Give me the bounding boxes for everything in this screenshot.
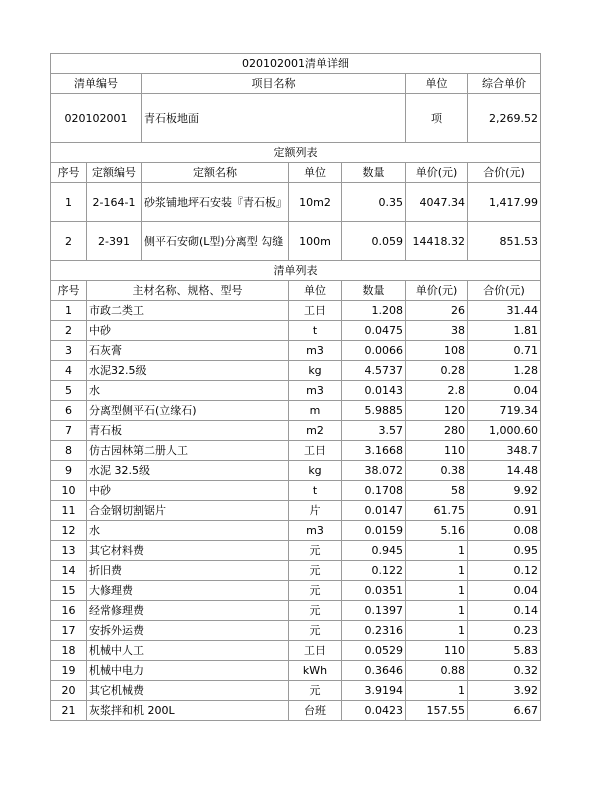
material-price: 0.88 — [406, 661, 468, 681]
material-total: 0.14 — [468, 601, 541, 621]
material-row — [51, 581, 541, 601]
material-seq: 12 — [51, 521, 87, 541]
material-unit: m3 — [289, 381, 342, 401]
material-seq: 8 — [51, 441, 87, 461]
material-total: 719.34 — [468, 401, 541, 421]
material-price: 1 — [406, 541, 468, 561]
material-row — [51, 661, 541, 681]
material-total: 0.08 — [468, 521, 541, 541]
quota-row — [51, 183, 541, 222]
material-qty: 0.2316 — [342, 621, 406, 641]
material-total: 0.04 — [468, 381, 541, 401]
material-price: 5.16 — [406, 521, 468, 541]
material-seq: 4 — [51, 361, 87, 381]
material-seq: 3 — [51, 341, 87, 361]
material-qty: 0.0143 — [342, 381, 406, 401]
quota-name: 侧平石安砌(L型)分离型 勾缝 — [142, 222, 289, 261]
material-price: 280 — [406, 421, 468, 441]
material-qty: 0.0351 — [342, 581, 406, 601]
material-total: 5.83 — [468, 641, 541, 661]
quota-qty: 0.059 — [342, 222, 406, 261]
material-row — [51, 441, 541, 461]
material-price: 110 — [406, 641, 468, 661]
material-name: 其它材料费 — [87, 541, 289, 561]
bill-unit-price-header: 综合单价 — [468, 74, 541, 94]
material-price: 1 — [406, 561, 468, 581]
material-row — [51, 401, 541, 421]
material-unit-header: 单位 — [289, 281, 342, 301]
material-row — [51, 321, 541, 341]
material-row — [51, 381, 541, 401]
quota-total-header: 合价(元) — [468, 163, 541, 183]
material-seq: 21 — [51, 701, 87, 721]
quota-unit: 100m — [289, 222, 342, 261]
material-name: 折旧费 — [87, 561, 289, 581]
quota-total: 851.53 — [468, 222, 541, 261]
material-name: 仿古园林第二册人工 — [87, 441, 289, 461]
material-row — [51, 541, 541, 561]
material-qty: 3.57 — [342, 421, 406, 441]
material-qty: 4.5737 — [342, 361, 406, 381]
material-name: 大修理费 — [87, 581, 289, 601]
material-total: 0.23 — [468, 621, 541, 641]
material-unit: 元 — [289, 621, 342, 641]
quota-code-header: 定额编号 — [87, 163, 142, 183]
material-row — [51, 601, 541, 621]
material-unit: kWh — [289, 661, 342, 681]
material-seq: 7 — [51, 421, 87, 441]
material-seq: 17 — [51, 621, 87, 641]
material-qty: 1.208 — [342, 301, 406, 321]
material-name: 水泥 32.5级 — [87, 461, 289, 481]
material-name: 合金钢切割锯片 — [87, 501, 289, 521]
material-row — [51, 641, 541, 661]
material-qty: 0.0159 — [342, 521, 406, 541]
material-name: 灰浆拌和机 200L — [87, 701, 289, 721]
material-seq: 18 — [51, 641, 87, 661]
material-row — [51, 701, 541, 721]
table-title: 020102001清单详细 — [51, 54, 541, 74]
material-qty: 0.945 — [342, 541, 406, 561]
material-total: 6.67 — [468, 701, 541, 721]
material-price: 58 — [406, 481, 468, 501]
material-price: 61.75 — [406, 501, 468, 521]
material-seq: 13 — [51, 541, 87, 561]
title-row — [51, 54, 541, 74]
quota-code: 2-391 — [87, 222, 142, 261]
material-total: 0.04 — [468, 581, 541, 601]
material-name: 水 — [87, 381, 289, 401]
material-price: 2.8 — [406, 381, 468, 401]
quota-seq: 2 — [51, 222, 87, 261]
material-qty: 0.3646 — [342, 661, 406, 681]
material-total: 14.48 — [468, 461, 541, 481]
material-seq: 19 — [51, 661, 87, 681]
material-qty: 3.1668 — [342, 441, 406, 461]
bill-name: 青石板地面 — [142, 94, 406, 143]
material-total: 348.7 — [468, 441, 541, 461]
material-name: 经常修理费 — [87, 601, 289, 621]
material-unit: 元 — [289, 601, 342, 621]
material-name: 市政二类工 — [87, 301, 289, 321]
bill-unit: 项 — [406, 94, 468, 143]
quota-header-row — [51, 163, 541, 183]
material-qty: 38.072 — [342, 461, 406, 481]
material-unit: 元 — [289, 581, 342, 601]
material-price: 1 — [406, 581, 468, 601]
material-seq: 1 — [51, 301, 87, 321]
material-seq: 10 — [51, 481, 87, 501]
material-qty: 0.1397 — [342, 601, 406, 621]
material-total: 1.81 — [468, 321, 541, 341]
material-qty: 0.0475 — [342, 321, 406, 341]
material-unit: m3 — [289, 521, 342, 541]
material-row — [51, 621, 541, 641]
material-price: 108 — [406, 341, 468, 361]
material-name: 机械中人工 — [87, 641, 289, 661]
quota-row — [51, 222, 541, 261]
material-name: 中砂 — [87, 481, 289, 501]
material-qty: 3.9194 — [342, 681, 406, 701]
material-unit: 工日 — [289, 641, 342, 661]
material-price-header: 单价(元) — [406, 281, 468, 301]
material-unit: 工日 — [289, 301, 342, 321]
material-qty: 0.0147 — [342, 501, 406, 521]
material-name: 中砂 — [87, 321, 289, 341]
material-seq: 20 — [51, 681, 87, 701]
bill-code: 020102001 — [51, 94, 142, 143]
material-unit: 元 — [289, 681, 342, 701]
material-total: 1,000.60 — [468, 421, 541, 441]
material-row — [51, 561, 541, 581]
material-qty-header: 数量 — [342, 281, 406, 301]
material-seq: 9 — [51, 461, 87, 481]
material-row — [51, 521, 541, 541]
material-row — [51, 461, 541, 481]
bill-code-header: 清单编号 — [51, 74, 142, 94]
quota-unit-header: 单位 — [289, 163, 342, 183]
material-seq: 11 — [51, 501, 87, 521]
material-total: 1.28 — [468, 361, 541, 381]
quota-section-title: 定额列表 — [51, 143, 541, 163]
material-qty: 0.0066 — [342, 341, 406, 361]
material-unit: 元 — [289, 541, 342, 561]
material-row — [51, 421, 541, 441]
material-seq: 6 — [51, 401, 87, 421]
material-unit: 元 — [289, 561, 342, 581]
bill-name-header: 项目名称 — [142, 74, 406, 94]
material-seq: 14 — [51, 561, 87, 581]
material-header-row — [51, 281, 541, 301]
quota-name: 砂浆铺地坪石安装『青石板』 — [142, 183, 289, 222]
material-name: 安拆外运费 — [87, 621, 289, 641]
quota-section-row — [51, 143, 541, 163]
material-price: 1 — [406, 601, 468, 621]
material-price: 0.28 — [406, 361, 468, 381]
material-unit: kg — [289, 461, 342, 481]
quota-price-header: 单价(元) — [406, 163, 468, 183]
material-price: 26 — [406, 301, 468, 321]
material-seq-header: 序号 — [51, 281, 87, 301]
material-total-header: 合价(元) — [468, 281, 541, 301]
quota-price: 4047.34 — [406, 183, 468, 222]
material-section-title: 清单列表 — [51, 261, 541, 281]
material-total: 9.92 — [468, 481, 541, 501]
material-total: 0.32 — [468, 661, 541, 681]
material-unit: m3 — [289, 341, 342, 361]
quota-qty-header: 数量 — [342, 163, 406, 183]
material-name: 石灰膏 — [87, 341, 289, 361]
bill-unit-price: 2,269.52 — [468, 94, 541, 143]
material-total: 31.44 — [468, 301, 541, 321]
material-seq: 5 — [51, 381, 87, 401]
material-row — [51, 301, 541, 321]
quota-seq: 1 — [51, 183, 87, 222]
material-unit: kg — [289, 361, 342, 381]
material-price: 120 — [406, 401, 468, 421]
bill-detail-table — [50, 53, 541, 721]
bill-row — [51, 94, 541, 143]
material-name: 分离型侧平石(立缘石) — [87, 401, 289, 421]
material-price: 0.38 — [406, 461, 468, 481]
quota-total: 1,417.99 — [468, 183, 541, 222]
material-price: 38 — [406, 321, 468, 341]
quota-code: 2-164-1 — [87, 183, 142, 222]
material-unit: m — [289, 401, 342, 421]
material-qty: 0.1708 — [342, 481, 406, 501]
material-name: 其它机械费 — [87, 681, 289, 701]
material-price: 110 — [406, 441, 468, 461]
material-row — [51, 341, 541, 361]
material-total: 0.95 — [468, 541, 541, 561]
bill-header-row — [51, 74, 541, 94]
material-row — [51, 681, 541, 701]
material-unit: m2 — [289, 421, 342, 441]
quota-seq-header: 序号 — [51, 163, 87, 183]
material-qty: 0.122 — [342, 561, 406, 581]
material-seq: 2 — [51, 321, 87, 341]
quota-qty: 0.35 — [342, 183, 406, 222]
material-unit: 片 — [289, 501, 342, 521]
material-unit: t — [289, 481, 342, 501]
material-qty: 5.9885 — [342, 401, 406, 421]
material-total: 0.91 — [468, 501, 541, 521]
quota-price: 14418.32 — [406, 222, 468, 261]
material-seq: 15 — [51, 581, 87, 601]
material-total: 3.92 — [468, 681, 541, 701]
material-section-row — [51, 261, 541, 281]
material-total: 0.71 — [468, 341, 541, 361]
material-unit: t — [289, 321, 342, 341]
quota-name-header: 定额名称 — [142, 163, 289, 183]
material-price: 157.55 — [406, 701, 468, 721]
material-unit: 工日 — [289, 441, 342, 461]
material-name: 水泥32.5级 — [87, 361, 289, 381]
material-name: 青石板 — [87, 421, 289, 441]
material-unit: 台班 — [289, 701, 342, 721]
material-qty: 0.0423 — [342, 701, 406, 721]
material-price: 1 — [406, 681, 468, 701]
material-name: 水 — [87, 521, 289, 541]
material-qty: 0.0529 — [342, 641, 406, 661]
quota-unit: 10m2 — [289, 183, 342, 222]
material-name-header: 主材名称、规格、型号 — [87, 281, 289, 301]
material-row — [51, 501, 541, 521]
bill-unit-header: 单位 — [406, 74, 468, 94]
material-seq: 16 — [51, 601, 87, 621]
material-price: 1 — [406, 621, 468, 641]
material-row — [51, 481, 541, 501]
material-row — [51, 361, 541, 381]
material-name: 机械中电力 — [87, 661, 289, 681]
material-total: 0.12 — [468, 561, 541, 581]
